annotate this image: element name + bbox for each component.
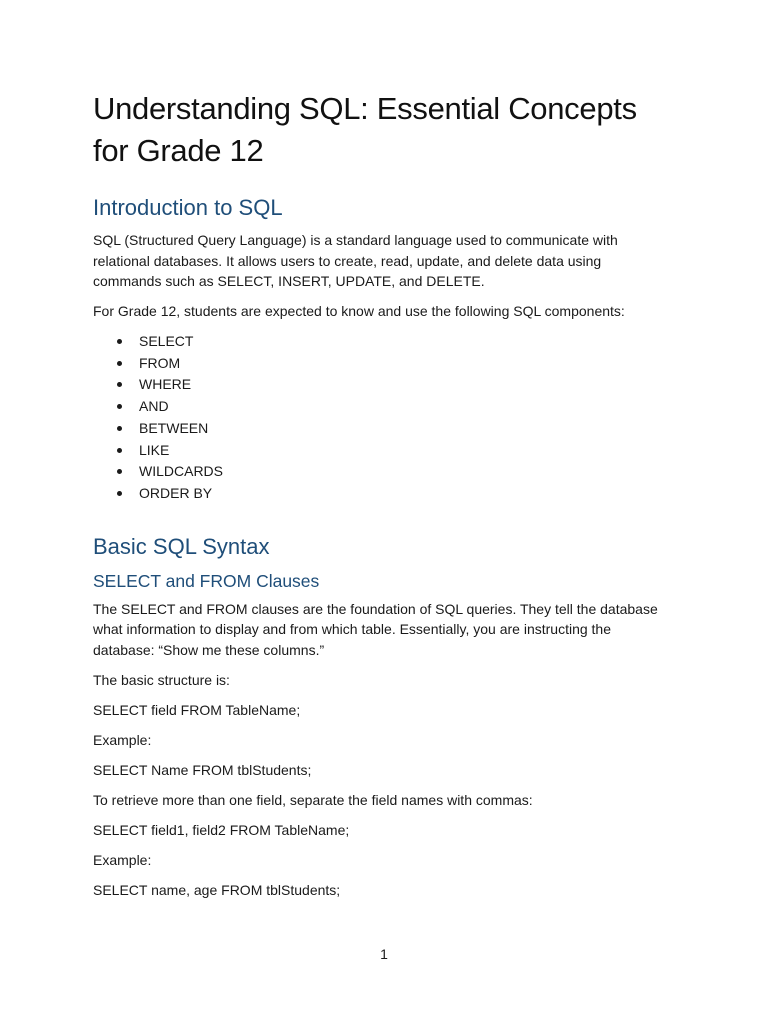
bullet-icon: [117, 491, 122, 496]
bullet-icon: [117, 448, 122, 453]
example-label: Example:: [93, 731, 152, 748]
sql-components-list: [93, 331, 673, 505]
list-item-label: BETWEEN: [139, 419, 209, 436]
list-item-label: WHERE: [139, 376, 192, 393]
list-item-label: ORDER BY: [139, 484, 213, 501]
list-item: [93, 331, 673, 353]
list-item-label: LIKE: [139, 441, 170, 458]
document-page: [93, 88, 673, 910]
multi-field-code: SELECT field1, field2 FROM TableName;: [93, 821, 350, 838]
structure-code: SELECT field FROM TableName;: [93, 701, 301, 718]
bullet-icon: [117, 426, 122, 431]
intro-heading: Introduction to SQL: [93, 195, 283, 220]
list-item-label: SELECT: [139, 333, 194, 349]
list-item: [93, 396, 673, 418]
bullet-icon: [117, 382, 122, 387]
list-item: [93, 418, 673, 440]
syntax-paragraph: The SELECT and FROM clauses are the foundation of SQL queries. They tell the database what information to display and from which table. Essentially, you are instructing the database: “Show me these columns.”: [93, 600, 658, 658]
bullet-icon: [117, 469, 122, 474]
intro-paragraph-2: For Grade 12, students are expected to know and use the following SQL components:: [93, 303, 625, 319]
bullet-icon: [117, 404, 122, 409]
list-item: [93, 440, 673, 462]
list-item-label: WILDCARDS: [139, 463, 224, 480]
page-number: 1: [380, 946, 388, 962]
list-item: [93, 483, 673, 505]
list-item: [93, 461, 673, 483]
list-item-label: AND: [139, 398, 169, 415]
multi-field-text: To retrieve more than one field, separate the field names with commas:: [93, 791, 533, 808]
syntax-heading: Basic SQL Syntax: [93, 533, 270, 559]
page-title: Understanding SQL: Essential Concepts for Grade 12: [93, 91, 637, 168]
bullet-icon: [117, 339, 122, 344]
list-item-label: FROM: [139, 354, 181, 371]
select-from-subheading: SELECT and FROM Clauses: [93, 570, 320, 591]
example-code: SELECT Name FROM tblStudents;: [93, 761, 312, 778]
example-code: SELECT name, age FROM tblStudents;: [93, 881, 341, 898]
example-label: Example:: [93, 851, 152, 868]
list-item: [93, 353, 673, 375]
list-item: [93, 374, 673, 396]
structure-label: The basic structure is:: [93, 671, 230, 688]
intro-paragraph-1: SQL (Structured Query Language) is a standard language used to communicate with relational databases. It allows users to create, read, update, and delete data using commands such as SELECT, INSERT, UPDATE, and DELETE.: [93, 232, 618, 289]
bullet-icon: [117, 361, 122, 366]
